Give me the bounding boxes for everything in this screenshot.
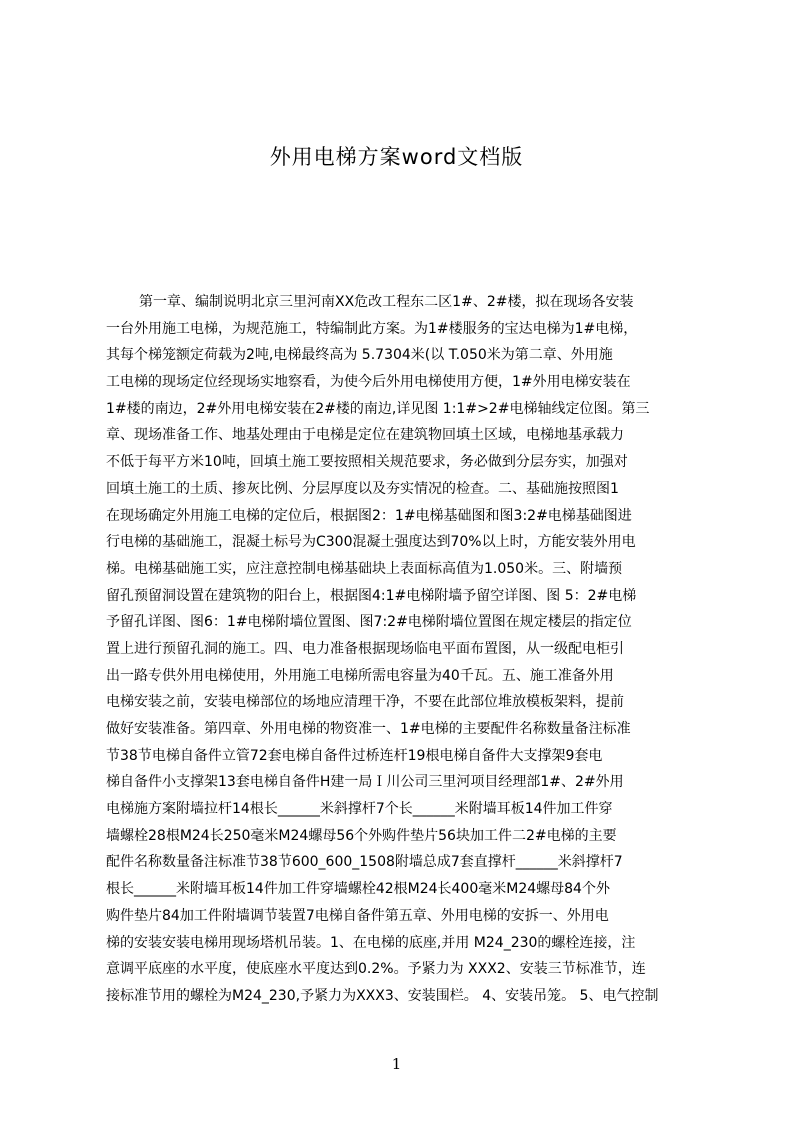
body-line: 接标准节用的螺栓为M24_230,予紧力为XXX3、安装围栏。 4、安装吊笼。 5、电气控制 [106,987,659,1004]
body-line: 回填土施工的土质、掺灰比例、分层厚度以及夯实情况的检查。二、基础施按照图1 [106,480,619,497]
body-line: 配件名称数量备注标准节38节600_600_1508附墙总成7套直撑杆______米斜撑杆7 [106,854,623,871]
document-body [106,289,697,1010]
body-line: 行电梯的基础施工，混凝土标号为C300混凝土强度达到70%以上时，方能安装外用电 [106,534,636,551]
body-line: 不低于每平方米10吨，回填土施工要按照相关规范要求，务必做到分层夯实，加强对 [106,454,628,471]
body-line: 节38节电梯自备件立管72套电梯自备件过桥连杆19根电梯自备件大支撑架9套电 [106,747,603,764]
body-line: 意调平底座的水平度，使底座水平度达到0.2%。予紧力为 XXX2、安装三节标准节，连 [106,961,646,978]
body-line: 电梯施方案附墙拉杆14根长______米斜撑杆7个长______米附墙耳板14件加工件穿 [106,801,613,818]
body-line: 梯的安装安装电梯用现场塔机吊装。1、在电梯的底座,并用 M24_230的螺栓连接，注 [106,934,636,951]
body-line: 工电梯的现场定位经现场实地察看，为使今后外用电梯使用方便，1#外用电梯安装在 [106,374,631,391]
body-line: 一台外用施工电梯，为规范施工，特编制此方案。为1#楼服务的宝达电梯为1#电梯， [106,320,638,337]
body-line: 电梯安装之前，安装电梯部位的场地应清理干净，不要在此部位堆放模板架料，提前 [106,694,624,711]
document-title: 外用电梯方案word文档版 [269,145,524,169]
body-line: 购件垫片84加工件附墙调节装置7电梯自备件第五章、外用电梯的安拆一、外用电 [106,907,609,924]
body-line: 在现场确定外用施工电梯的定位后，根据图2：1#电梯基础图和图3:2#电梯基础图进 [106,507,632,524]
body-line: 置上进行预留孔洞的施工。四、电力准备根据现场临电平面布置图，从一级配电柜引 [106,640,624,657]
page-number: 1 [391,1055,402,1073]
body-line: 1#楼的南边，2#外用电梯安装在2#楼的南边,详见图 1:1#>2#电梯轴线定位图。第三 [106,400,650,417]
body-line: 章、现场准备工作、地基处理由于电梯是定位在建筑物回填土区域，电梯地基承载力 [106,427,624,444]
body-line: 予留孔详图、图6：1#电梯附墙位置图、图7:2#电梯附墙位置图在规定楼层的指定位 [106,614,632,631]
body-line: 梯。电梯基础施工实，应注意控制电梯基础块上表面标高值为1.050米。三、附墙预 [106,560,623,577]
body-line: 第一章、编制说明北京三里河南XX危改工程东二区1#、2#楼，拟在现场各安装 [139,294,634,310]
body-line: 根长______米附墙耳板14件加工件穿墙螺栓42根M24长400毫米M24螺母84个外 [106,881,610,898]
body-line: 出一路专供外用电梯使用，外用施工电梯所需电容量为40千瓦。五、施工准备外用 [106,667,614,684]
body-line: 留孔预留洞设置在建筑物的阳台上，根据图4:1#电梯附墙予留空详图、图 5：2#电梯 [106,587,637,604]
body-line: 做好安装准备。第四章、外用电梯的物资准一、1#电梯的主要配件名称数量备注标准 [106,721,631,737]
body-line: 其每个梯笼额定荷载为2吨,电梯最终高为 5.7304米(以 T.050米为第二章、外用施 [106,347,613,364]
body-line: 墙螺栓28根M24长250毫米M24螺母56个外购件垫片56块加工件二2#电梯的主要 [106,827,617,844]
body-line: 梯自备件小支撑架13套电梯自备件H建一局Ｉ川公司三里河项目经理部1#、2#外用 [106,774,624,791]
